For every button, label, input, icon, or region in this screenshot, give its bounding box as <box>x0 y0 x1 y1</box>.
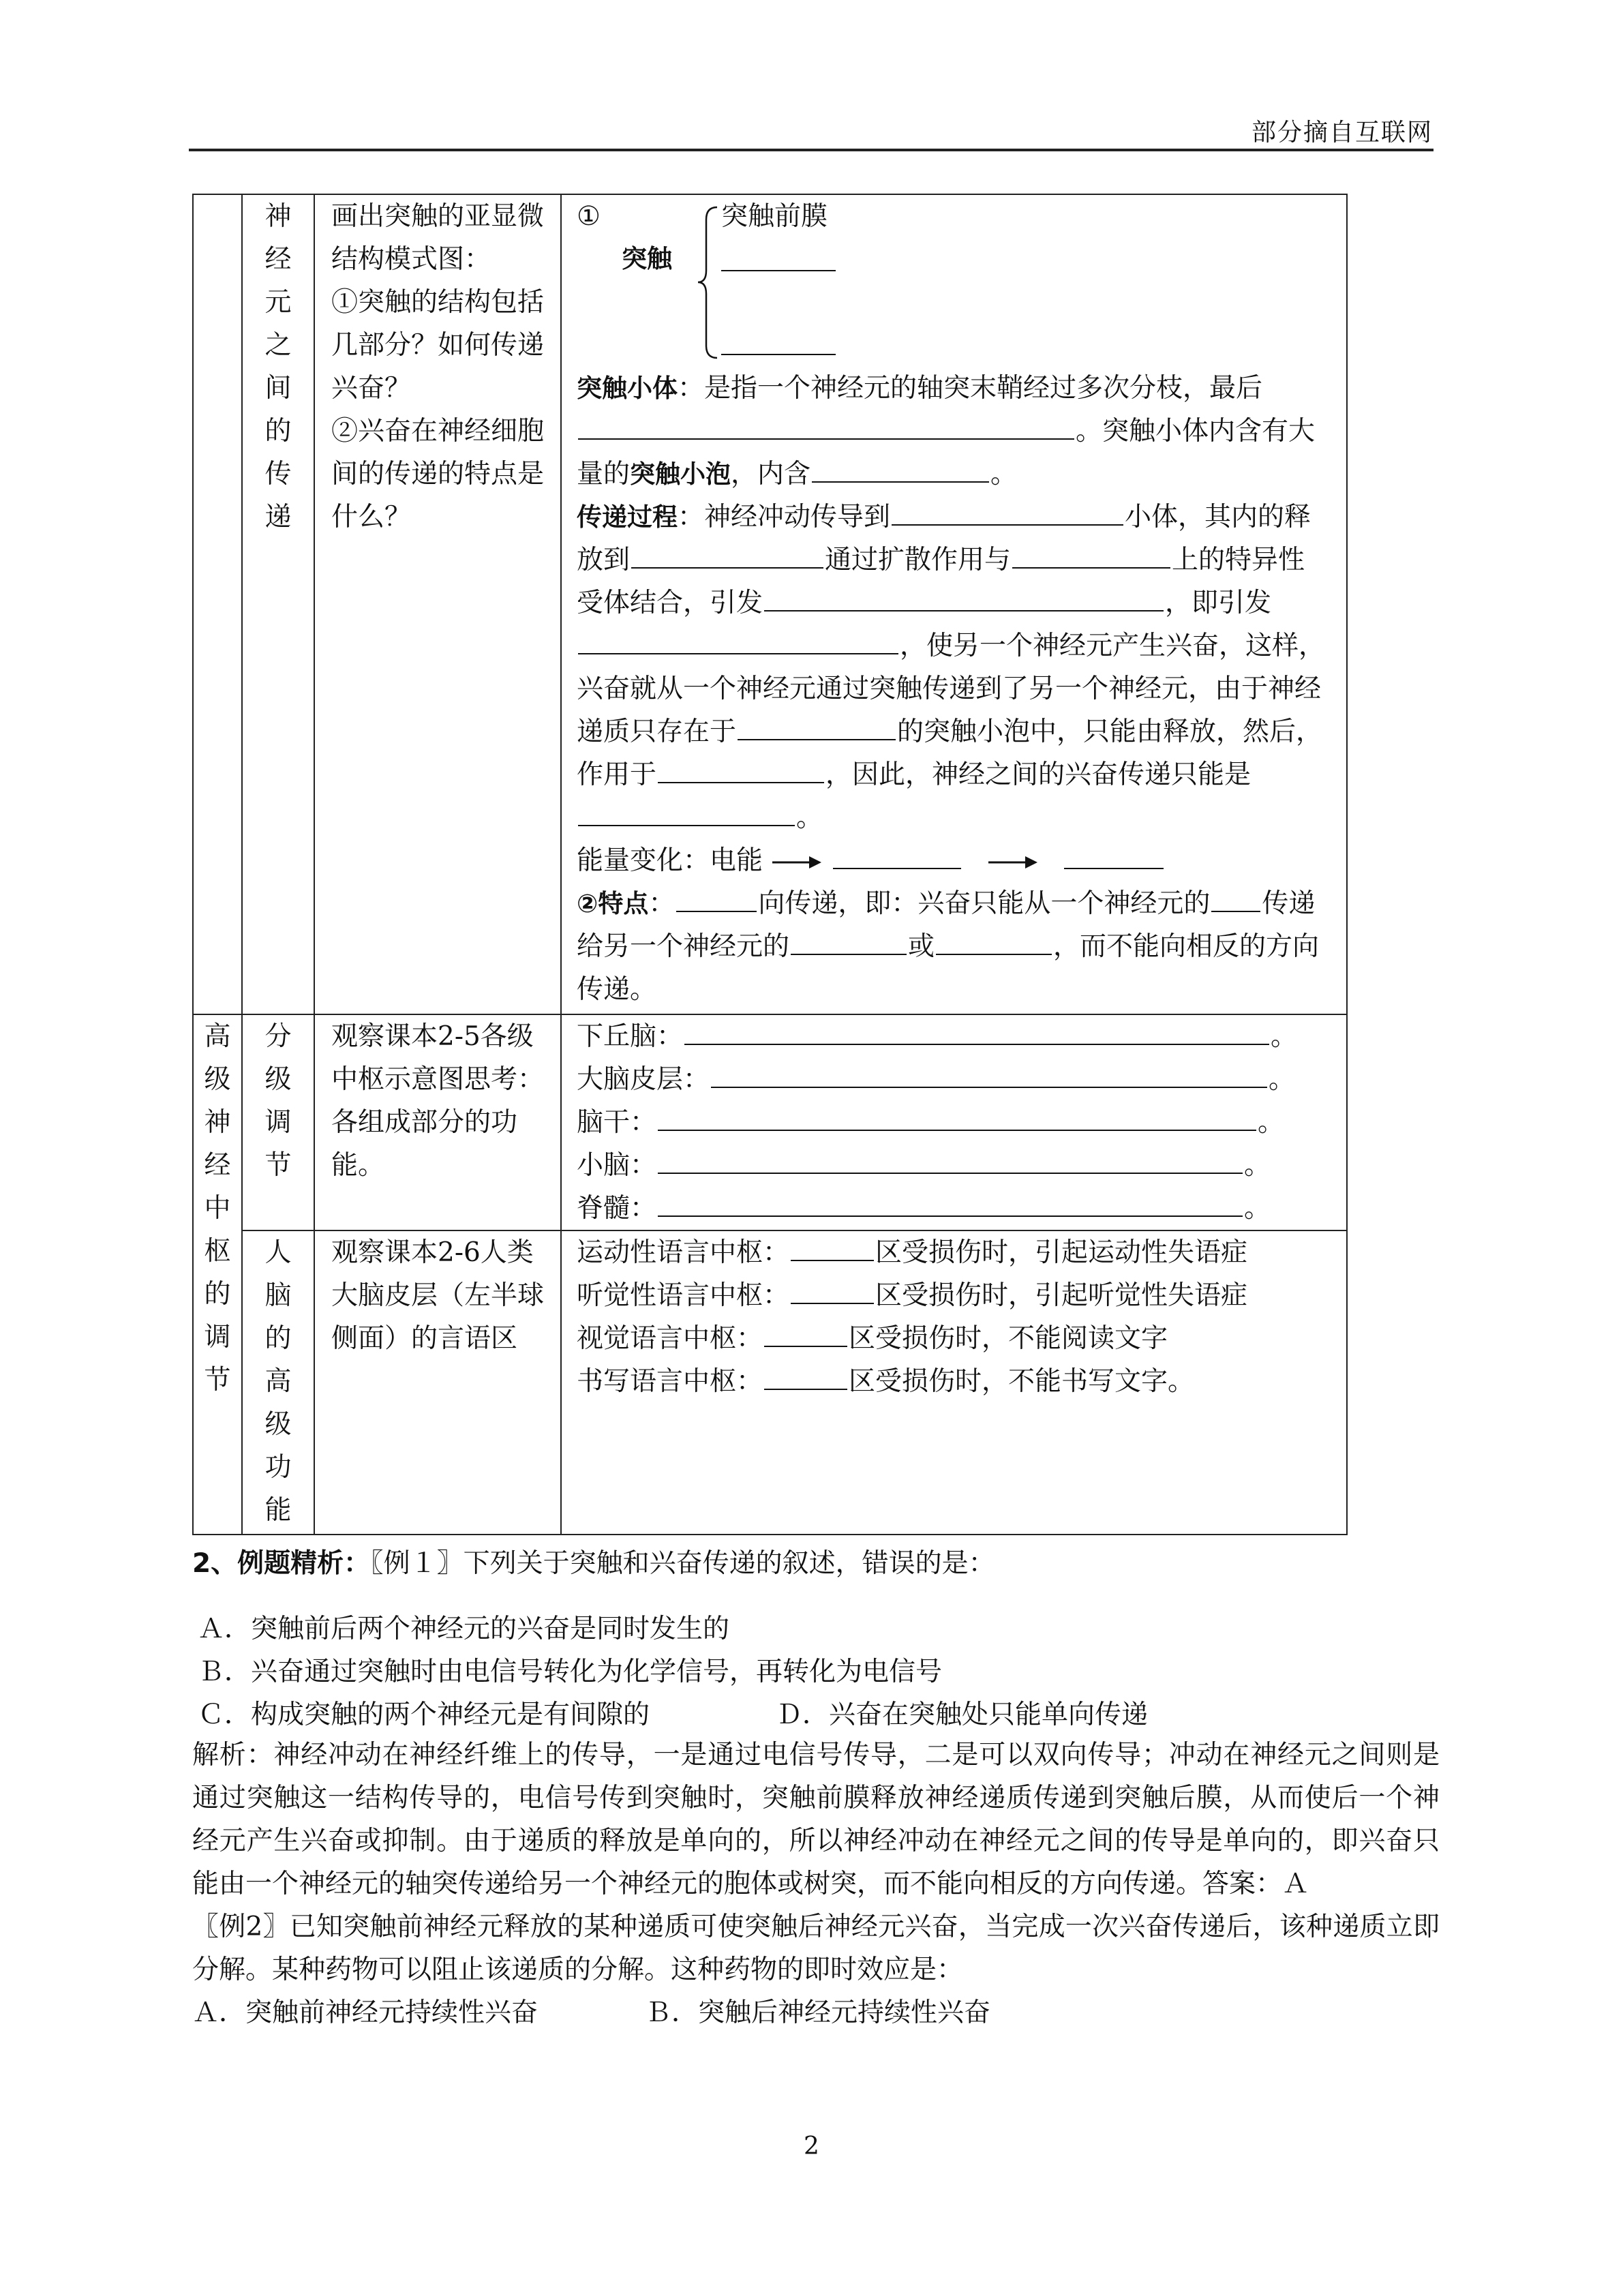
blank-writing-speech[interactable] <box>764 1361 847 1390</box>
feature-paragraph <box>577 882 1331 1014</box>
blank-feature-2[interactable] <box>1211 883 1260 912</box>
feature-bold: 特点 <box>598 889 649 918</box>
blank-cortex[interactable] <box>711 1059 1267 1088</box>
blank-feature-1[interactable] <box>676 883 757 912</box>
process-text-1: ：神经冲动传导到 <box>678 502 891 532</box>
synapse-label: 突触 <box>622 244 672 273</box>
option-a: Ａ．突触前后两个神经元的兴奋是同时发生的 <box>198 1614 730 1644</box>
period: 。 <box>1269 1064 1296 1095</box>
list-item <box>577 1144 1331 1187</box>
feature-text-4: 或 <box>908 931 935 962</box>
visual-speech-label: 视觉语言中枢： <box>577 1323 763 1354</box>
knob-paragraph <box>577 367 1331 496</box>
blank-cleft[interactable] <box>721 250 836 271</box>
synapse-structure <box>577 195 1331 367</box>
feature-text-5: ，而不能向相反的方向传递。 <box>577 931 1320 1005</box>
row2-question-text: 观察课本2-5各级中枢示意图思考：各组成部分的功能。 <box>331 1021 545 1181</box>
option-c: Ｃ．构成突触的两个神经元是有间隙的 <box>198 1700 650 1730</box>
example2-option-b: Ｂ．突触后神经元持续性兴奋 <box>645 1997 991 2028</box>
header-rule <box>189 149 1434 151</box>
item-number-2: ② <box>577 889 598 918</box>
process-text-2: 小体，其内的释放到 <box>577 502 1311 575</box>
list-item <box>577 1015 1331 1058</box>
blank-process-6[interactable] <box>738 712 896 740</box>
list-item <box>577 1274 1331 1317</box>
row1-content <box>561 194 1347 1014</box>
knob-bold: 突触小体 <box>577 374 678 403</box>
row2-content <box>561 1014 1347 1230</box>
brace-icon <box>697 206 720 359</box>
option-b: Ｂ．兴奋通过突触时由电信号转化为化学信号，再转化为电信号 <box>198 1657 943 1687</box>
process-end-period: 。 <box>796 802 823 833</box>
item-number-1: ① <box>577 201 601 232</box>
blank-process-3[interactable] <box>1012 540 1170 569</box>
row2-topic <box>242 1014 314 1230</box>
row1-question <box>314 194 561 1014</box>
pre-membrane-text: 突触前膜 <box>721 201 828 232</box>
period: 。 <box>1244 1193 1271 1224</box>
table-row-graded <box>193 1014 1347 1230</box>
process-paragraph <box>577 496 1331 839</box>
blank-motor-speech[interactable] <box>791 1233 874 1261</box>
energy-text: 能量变化：电能 <box>577 845 763 876</box>
brainstem-label: 脑干： <box>577 1107 657 1138</box>
process-text-8: ，因此，神经之间的兴奋传递只能是 <box>825 759 1252 790</box>
feature-text-2: 向传递，即：兴奋只能从一个神经元的 <box>758 888 1211 919</box>
motor-speech-text: 区受损伤时，引起运动性失语症 <box>875 1237 1248 1268</box>
blank-hypothalamus[interactable] <box>684 1016 1269 1045</box>
row2-question <box>314 1014 561 1230</box>
cerebellum-label: 小脑： <box>577 1150 657 1181</box>
example2-option-a: Ａ．突触前神经元持续性兴奋 <box>192 1997 539 2028</box>
writing-speech-text: 区受损伤时，不能书写文字。 <box>849 1366 1195 1397</box>
list-item <box>577 1101 1331 1144</box>
list-item <box>577 1187 1331 1230</box>
row1-question-p1: 画出突触的亚显微结构模式图： <box>331 201 545 275</box>
row2-topic-text: 分级调节 <box>264 1021 292 1181</box>
vesicle-bold: 突触小泡 <box>630 459 731 489</box>
blank-process-2[interactable] <box>631 540 823 569</box>
period: 。 <box>1244 1150 1271 1181</box>
blank-knob[interactable] <box>578 411 1074 440</box>
example2-question: 〖例2〗已知突触前神经元释放的某种递质可使突触后神经元兴奋，当完成一次兴奋传递后，该种递质立即分解。某种药物可以阻止该递质的分解。这种药物的即时效应是： <box>192 1912 1440 1985</box>
cortex-label: 大脑皮层： <box>577 1064 710 1095</box>
arrow-right-icon <box>987 854 1039 871</box>
energy-line <box>577 839 1331 882</box>
example-title <box>192 1542 1440 1585</box>
period: 。 <box>1271 1021 1298 1052</box>
writing-speech-label: 书写语言中枢： <box>577 1366 763 1397</box>
auditory-speech-text: 区受损伤时，引起听觉性失语症 <box>875 1280 1248 1311</box>
table-row-language <box>193 1230 1347 1535</box>
blank-energy-2[interactable] <box>1064 841 1164 869</box>
process-text-4: 上的特异性受体结合，引发 <box>577 545 1305 618</box>
visual-speech-text: 区受损伤时，不能阅读文字 <box>849 1323 1168 1354</box>
blank-process-5[interactable] <box>578 626 898 654</box>
process-text-6: ，使另一个神经元产生兴奋，这样，兴奋就从一个神经元通过突触传递到了另一个神经元，由于神经递质只存在于 <box>577 631 1326 747</box>
example1-options <box>198 1607 1445 1736</box>
row3-question <box>314 1230 561 1535</box>
list-item <box>577 1360 1331 1403</box>
process-text-7: 的突触小泡中，只能由释放，然后，作用于 <box>577 716 1323 790</box>
header-text: 部分摘自互联网 <box>1251 119 1433 147</box>
process-bold: 传递过程 <box>577 502 678 532</box>
list-item <box>577 1231 1331 1274</box>
blank-process-1[interactable] <box>892 497 1123 526</box>
example2-options <box>192 1991 1440 2034</box>
row2-section-text: 高级神经中枢的调节 <box>204 1021 231 1395</box>
row1-col1 <box>193 194 242 1014</box>
period: 。 <box>1258 1107 1285 1138</box>
row1-question-p3: ②兴奋在神经细胞间的传递的特点是什么？ <box>331 416 545 532</box>
blank-visual-speech[interactable] <box>764 1318 847 1347</box>
knob-end-period: 。 <box>990 459 1018 489</box>
blank-auditory-speech[interactable] <box>791 1275 874 1304</box>
blank-feature-3[interactable] <box>791 926 907 955</box>
page-number: 2 <box>804 2132 819 2160</box>
option-cd-line <box>198 1693 1445 1736</box>
row3-question-text: 观察课本2-6人类大脑皮层（左半球侧面）的言语区 <box>331 1237 545 1354</box>
row1-question-p2: ①突触的结构包括几部分？如何传递兴奋？ <box>331 287 545 404</box>
list-item <box>577 1058 1331 1101</box>
row3-content <box>561 1230 1347 1535</box>
example-analysis-block <box>192 1734 1440 2034</box>
blank-feature-4[interactable] <box>936 926 1052 955</box>
row3-topic-text: 人脑的高级功能 <box>264 1237 292 1526</box>
vesicle-text: ，内含 <box>731 459 811 489</box>
example-title-bold: 2、例题精析： <box>192 1548 371 1579</box>
blank-brainstem[interactable] <box>658 1102 1256 1131</box>
feature-text-3: 传递给另一个神经元的 <box>577 888 1316 962</box>
hypothalamus-label: 下丘脑： <box>577 1021 684 1052</box>
row3-empty-space <box>577 1403 1331 1534</box>
blank-process-7[interactable] <box>658 755 824 783</box>
blank-energy-1[interactable] <box>833 841 961 869</box>
example1-analysis: 解析：神经冲动在神经纤维上的传导，一是通过电信号传导，二是可以双向传导；冲动在神经元之间则是通过突触这一结构传导的，电信号传到突触时，突触前膜释放神经递质传递到突触后膜，从而使后一个神经元产生兴奋或抑制。由于递质的释放是单向的，所以神经冲动在神经元之间的传导是单向的，即兴奋只能由一个神经元的轴突传递给另一个神经元的胞体或树突，而不能向相反的方向传递。答案：Ａ <box>192 1740 1440 1899</box>
list-item <box>577 1317 1331 1360</box>
table-row-synapse <box>193 194 1347 1014</box>
option-d: Ｄ．兴奋在突触处只能单向传递 <box>776 1700 1149 1730</box>
arrow-right-icon <box>771 854 823 871</box>
blank-process-8[interactable] <box>578 798 795 826</box>
feature-text-1: ： <box>648 888 676 919</box>
knob-text: ：是指一个神经元的轴突末鞘经过多次分枝，最后 <box>678 373 1263 404</box>
blank-post-membrane[interactable] <box>721 333 836 355</box>
row1-topic-text: 神经元之间的传递 <box>264 201 292 532</box>
row2-section <box>193 1014 242 1535</box>
blank-spinal-cord[interactable] <box>658 1188 1243 1217</box>
blank-vesicle[interactable] <box>812 454 989 483</box>
process-text-3: 通过扩散作用与 <box>825 545 1012 575</box>
example-title-rest: 〖例１〗下列关于突触和兴奋传递的叙述，错误的是： <box>370 1548 995 1579</box>
blank-process-4[interactable] <box>764 583 1164 611</box>
spinal-cord-label: 脊髓： <box>577 1193 657 1224</box>
row1-topic <box>242 194 314 1014</box>
auditory-speech-label: 听觉性语言中枢： <box>577 1280 790 1311</box>
motor-speech-label: 运动性语言中枢： <box>577 1237 790 1268</box>
worksheet-table <box>192 194 1348 1535</box>
row3-topic <box>242 1230 314 1535</box>
knob-text2: 。突触小体内含有大量的 <box>577 416 1316 489</box>
blank-cerebellum[interactable] <box>658 1145 1243 1174</box>
process-text-5: ，即引发 <box>1165 588 1272 618</box>
